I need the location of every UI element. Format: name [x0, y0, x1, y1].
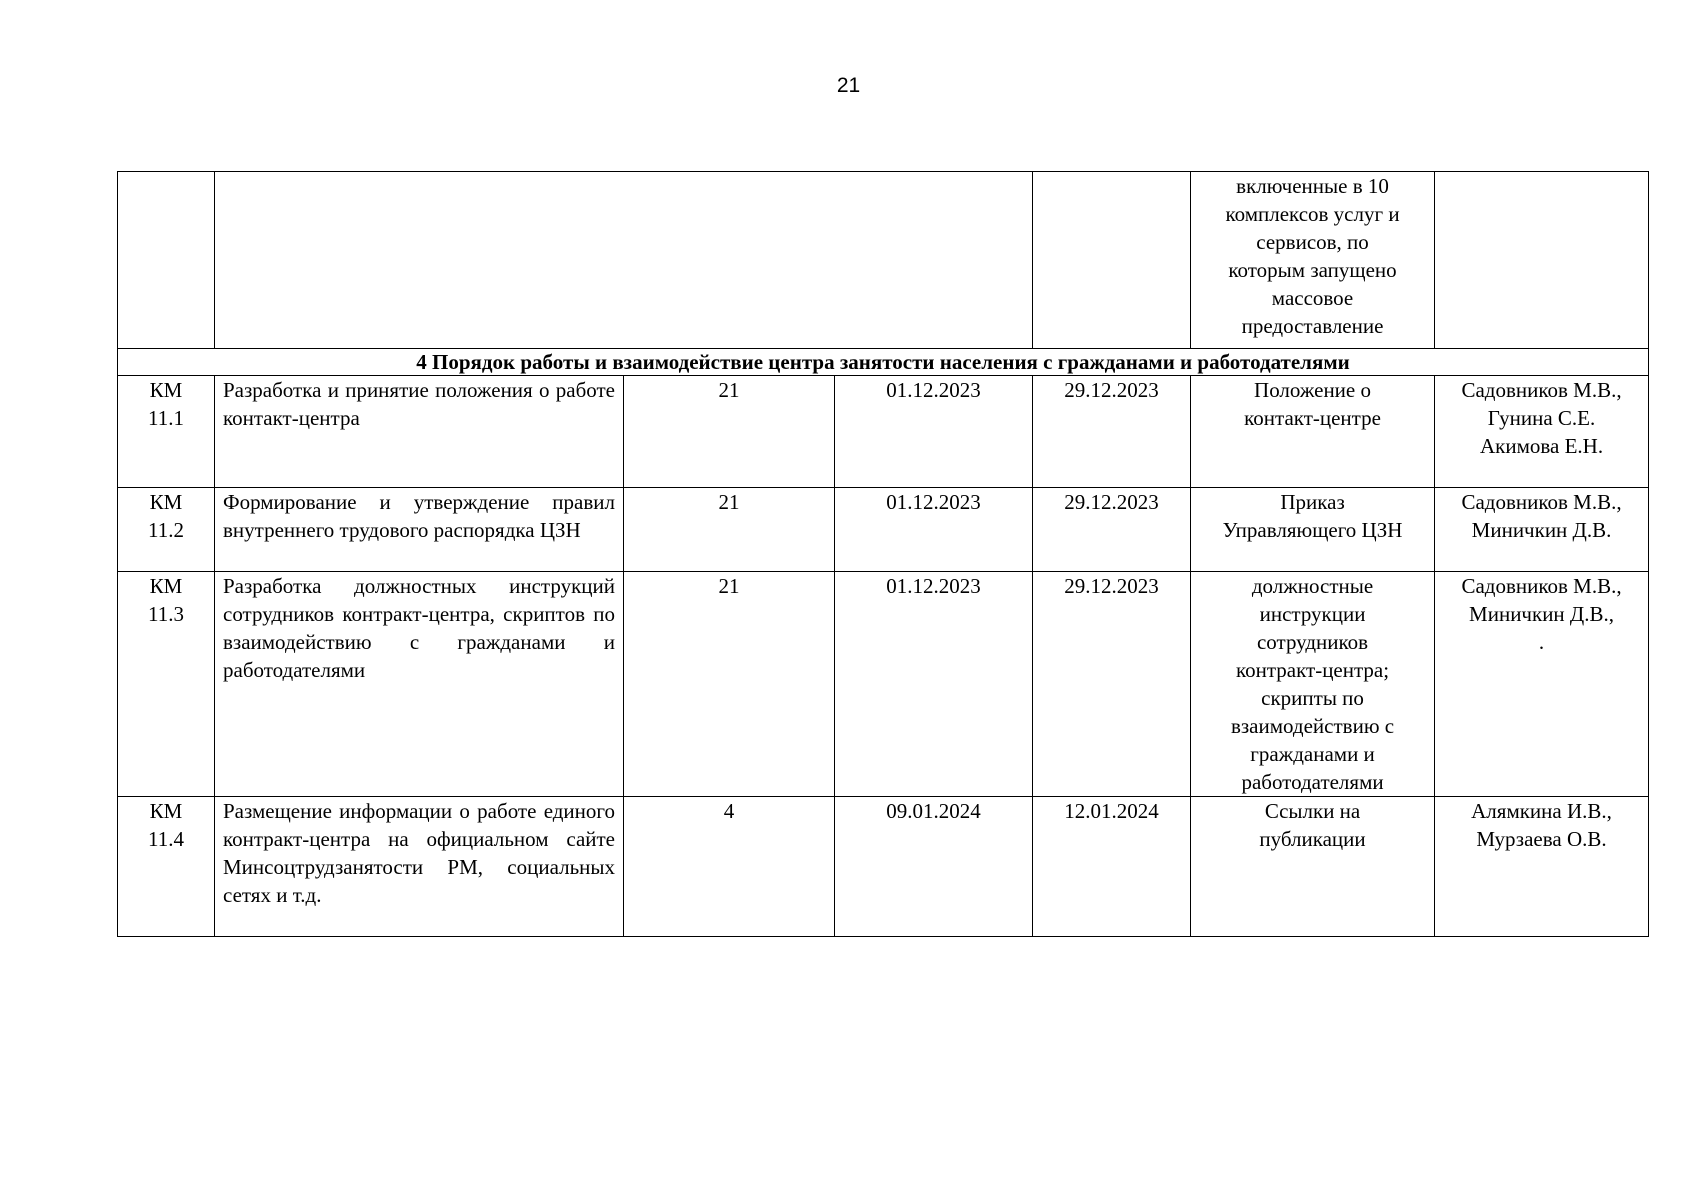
name-cell — [215, 172, 1033, 349]
section-title: 4 Порядок работы и взаимодействие центра занятости населения с гражданами и работодателями — [118, 349, 1649, 376]
responsible-cell: Садовников М.В., Гунина С.Е. Акимова Е.Н. — [1435, 376, 1649, 488]
page-number: 21 — [836, 74, 861, 97]
start-date-cell: 01.12.2023 — [835, 376, 1033, 488]
end-date-cell: 29.12.2023 — [1033, 572, 1191, 797]
start-date-cell: 01.12.2023 — [835, 488, 1033, 572]
name-cell: Формирование и утверждение правил внутреннего трудового распорядка ЦЗН — [215, 488, 624, 572]
end-date-cell: 29.12.2023 — [1033, 488, 1191, 572]
end-date-cell: 29.12.2023 — [1033, 376, 1191, 488]
duration-cell: 21 — [624, 488, 835, 572]
continuation-row — [118, 172, 1649, 349]
duration-cell: 21 — [624, 376, 835, 488]
table-row — [118, 572, 1649, 797]
section-row — [118, 349, 1649, 376]
code-cell: КМ 11.3 — [118, 572, 215, 797]
responsible-cell — [1435, 172, 1649, 349]
name-cell: Разработка должностных инструкций сотрудников контракт-центра, скриптов по взаимодействию с гражданами и работодателями — [215, 572, 624, 797]
result-cell: Приказ Управляющего ЦЗН — [1191, 488, 1435, 572]
duration-cell: 4 — [624, 797, 835, 937]
name-cell: Разработка и принятие положения о работе контакт-центра — [215, 376, 624, 488]
start-date-cell: 09.01.2024 — [835, 797, 1033, 937]
duration-cell: 21 — [624, 572, 835, 797]
code-cell — [118, 172, 215, 349]
table-row — [118, 376, 1649, 488]
result-cell: Ссылки на публикации — [1191, 797, 1435, 937]
code-cell: КМ 11.1 — [118, 376, 215, 488]
result-cell: включенные в 10 комплексов услуг и сервисов, по которым запущено массовое предоставление — [1191, 172, 1435, 349]
plan-table — [117, 171, 1649, 937]
start-date-cell: 01.12.2023 — [835, 572, 1033, 797]
name-cell: Размещение информации о работе единого контракт-центра на официальном сайте Минсоцтрудзанятости РМ, социальных сетях и т.д. — [215, 797, 624, 937]
end-date-cell: 12.01.2024 — [1033, 797, 1191, 937]
result-cell: должностные инструкции сотрудников контракт-центра; скрипты по взаимодействию с гражданами и работодателями — [1191, 572, 1435, 797]
responsible-cell: Садовников М.В., Миничкин Д.В. — [1435, 488, 1649, 572]
result-cell: Положение о контакт-центре — [1191, 376, 1435, 488]
responsible-cell: Садовников М.В., Миничкин Д.В., . — [1435, 572, 1649, 797]
responsible-cell: Алямкина И.В., Мурзаева О.В. — [1435, 797, 1649, 937]
table-row — [118, 797, 1649, 937]
code-cell: КМ 11.2 — [118, 488, 215, 572]
end-date-cell — [1033, 172, 1191, 349]
code-cell: КМ 11.4 — [118, 797, 215, 937]
table-row — [118, 488, 1649, 572]
